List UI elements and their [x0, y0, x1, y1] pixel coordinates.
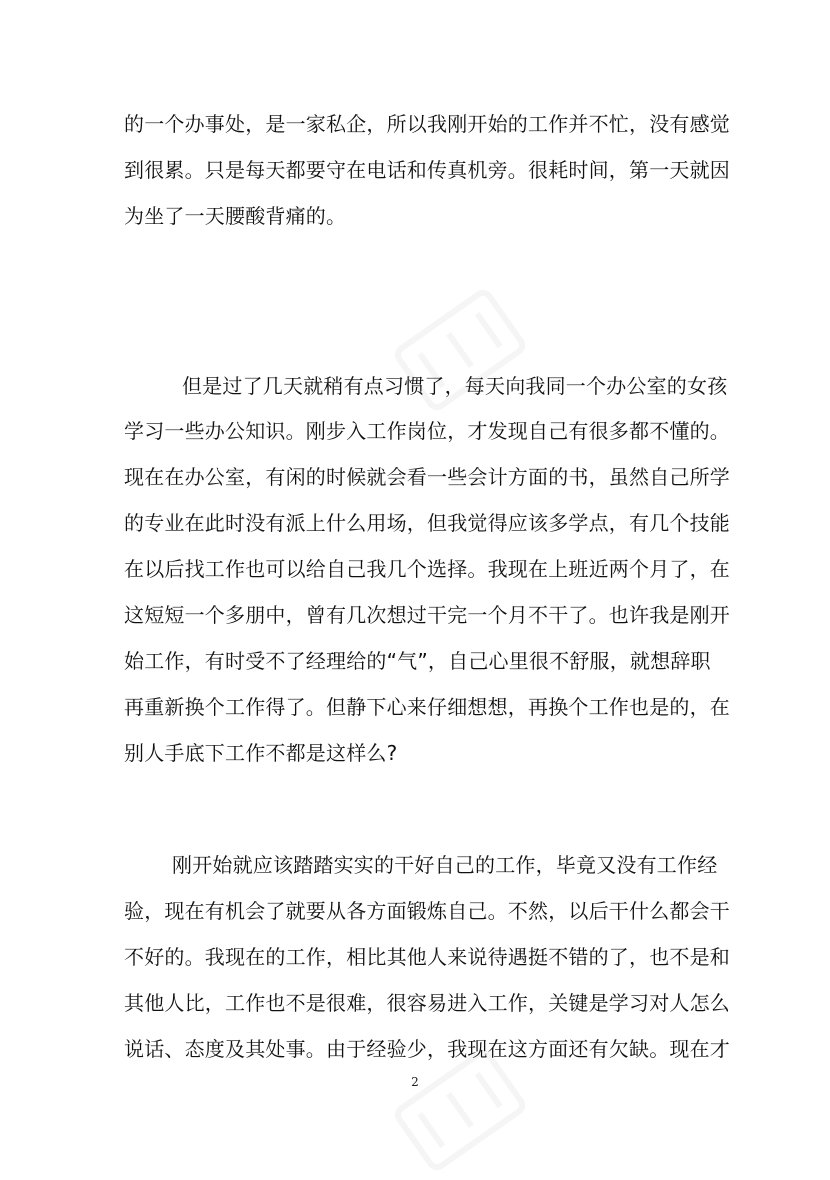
paragraph-line: 为坐了一天腰酸背痛的。: [124, 204, 347, 228]
paragraph-line: 再重新换个工作得了。但静下心来仔细想想，再换个工作也是的，在: [124, 695, 730, 719]
paragraph-line: 学习一些办公知识。刚步入工作岗位，才发现自己有很多都不懂的。: [124, 419, 730, 443]
paragraph-line: 但是过了几天就稍有点习惯了，每天向我同一个办公室的女孩: [182, 374, 728, 398]
paragraph-line: 的一个办事处，是一家私企，所以我刚开始的工作并不忙，没有感觉: [124, 112, 730, 136]
paragraph-line: 刚开始就应该踏踏实实的干好自己的工作，毕竟又没有工作经: [172, 853, 718, 877]
paragraph-line: 始工作，有时受不了经理给的“气”，自己心里很不舒服，就想辞职: [124, 649, 711, 673]
paragraph-line: 的专业在此时没有派上什么用场，但我觉得应该多学点，有几个技能: [124, 511, 730, 535]
paragraph-line: 验，现在有机会了就要从各方面锻炼自己。不然，以后干什么都会干: [124, 899, 730, 923]
paragraph-line: 其他人比，工作也不是很难，很容易进入工作，关键是学习对人怎么: [124, 991, 730, 1015]
paragraph-line: 现在在办公室，有闲的时候就会看一些会计方面的书，虽然自己所学: [124, 465, 730, 489]
paragraph-line: 在以后找工作也可以给自己我几个选择。我现在上班近两个月了，在: [124, 557, 730, 581]
page-number: 2: [411, 1075, 419, 1089]
paragraph-line: 不好的。我现在的工作，相比其他人来说待遇挺不错的了，也不是和: [124, 945, 730, 969]
paragraph-line: 到很累。只是每天都要守在电话和传真机旁。很耗时间，第一天就因: [124, 158, 730, 182]
paragraph-line: 别人手底下工作不都是这样么?: [124, 741, 398, 765]
watermark-logo: [380, 270, 540, 430]
paragraph-line: 这短短一个多朋中，曾有几次想过干完一个月不干了。也许我是刚开: [124, 603, 730, 627]
paragraph-line: 说话、态度及其处事。由于经验少，我现在这方面还有欠缺。现在才: [124, 1037, 730, 1061]
